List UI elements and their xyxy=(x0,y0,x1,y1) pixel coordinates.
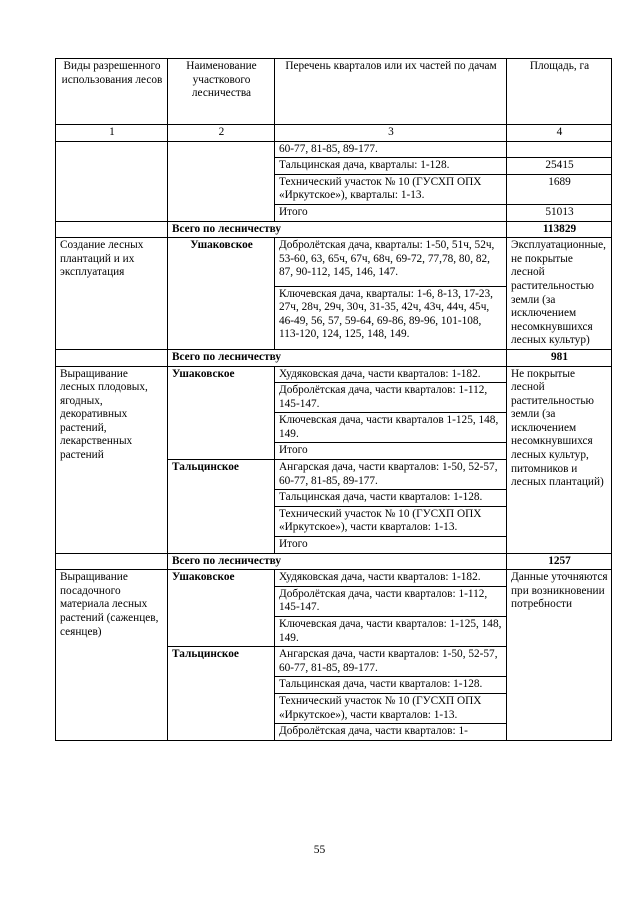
use-cell xyxy=(56,221,168,238)
total-value: 1257 xyxy=(507,553,612,570)
use-cell: Создание лесных плантаций и их эксплуатация xyxy=(56,238,168,350)
quarters-cell: Ключевская дача, части кварталов: 1-125, 148, 149. xyxy=(275,617,507,647)
quarters-cell: Тальцинская дача, части кварталов: 1-128. xyxy=(275,490,507,507)
quarters-cell: Добролётская дача, кварталы: 1-50, 51ч, 52ч, 53-60, 63, 65ч, 67ч, 68ч, 69-72, 77,78, 80, 82, 87, 90-112, 145, 146, 147. xyxy=(275,238,507,286)
header-forestry-name: Наименование участкового лесничества xyxy=(168,59,275,125)
forestry-cell xyxy=(168,141,275,221)
table-row xyxy=(56,366,612,383)
quarters-cell: Худяковская дача, части кварталов: 1-182. xyxy=(275,366,507,383)
total-label: Всего по лесничеству xyxy=(168,553,507,570)
forestry-cell: Тальцинское xyxy=(168,460,275,554)
quarters-cell: 60-77, 81-85, 89-177. xyxy=(275,141,507,158)
column-number-row xyxy=(56,125,612,142)
quarters-cell: Тальцинская дача, части кварталов: 1-128. xyxy=(275,677,507,694)
quarters-cell: Технический участок № 10 (ГУСХП ОПХ «Иркутское»), кварталы: 1-13. xyxy=(275,174,507,204)
quarters-cell: Ключевская дача, части кварталов 1-125, 148, 149. xyxy=(275,413,507,443)
total-row xyxy=(56,349,612,366)
quarters-cell: Технический участок № 10 (ГУСХП ОПХ «Иркутское»), части кварталов: 1-13. xyxy=(275,693,507,723)
forestry-cell: Ушаковское xyxy=(168,366,275,460)
column-number: 1 xyxy=(56,125,168,142)
header-row xyxy=(56,59,612,125)
quarters-cell: Добролётская дача, части кварталов: 1- xyxy=(275,724,507,741)
area-note: Эксплуатационные, не покрытые лесной растительностью земли (за исключением несомкнувшихся лесных культур) xyxy=(507,238,612,350)
table-row xyxy=(56,570,612,587)
quarters-cell: Технический участок № 10 (ГУСХП ОПХ «Иркутское»), части кварталов: 1-13. xyxy=(275,506,507,536)
page-number: 55 xyxy=(313,844,326,856)
header-area: Площадь, га xyxy=(507,59,612,125)
table-row xyxy=(56,141,612,158)
quarters-cell: Худяковская дача, части кварталов: 1-182. xyxy=(275,570,507,587)
column-number: 2 xyxy=(168,125,275,142)
area-cell: 25415 xyxy=(507,158,612,175)
header-use-types: Виды разрешенного использования лесов xyxy=(56,59,168,125)
total-label: Всего по лесничеству xyxy=(168,221,507,238)
quarters-cell: Тальцинская дача, кварталы: 1-128. xyxy=(275,158,507,175)
area-cell: 1689 xyxy=(507,174,612,204)
quarters-cell: Итого xyxy=(275,443,507,460)
total-value: 981 xyxy=(507,349,612,366)
area-note: Не покрытые лесной растительностью земли (за исключением несомкнувшихся лесных культур, питомников и лесных плантаций) xyxy=(507,366,612,553)
column-number: 4 xyxy=(507,125,612,142)
use-cell: Выращивание лесных плодовых, ягодных, декоративных растений, лекарственных растений xyxy=(56,366,168,553)
forest-use-table xyxy=(55,58,612,741)
use-cell: Выращивание посадочного материала лесных растений (саженцев, сеянцев) xyxy=(56,570,168,741)
header-quarters-list: Перечень кварталов или их частей по дачам xyxy=(275,59,507,125)
total-row xyxy=(56,221,612,238)
total-label: Всего по лесничеству xyxy=(168,349,507,366)
area-cell xyxy=(507,141,612,158)
use-cell xyxy=(56,553,168,570)
column-number: 3 xyxy=(275,125,507,142)
total-value: 113829 xyxy=(507,221,612,238)
area-note: Данные уточняются при возникновении потребности xyxy=(507,570,612,741)
quarters-cell: Добролётская дача, части кварталов: 1-112, 145-147. xyxy=(275,586,507,616)
quarters-cell: Ангарская дача, части кварталов: 1-50, 52-57, 60-77, 81-85, 89-177. xyxy=(275,647,507,677)
quarters-cell: Добролётская дача, части кварталов: 1-112, 145-147. xyxy=(275,383,507,413)
use-cell xyxy=(56,349,168,366)
area-cell: 51013 xyxy=(507,204,612,221)
quarters-cell: Итого xyxy=(275,537,507,554)
forestry-cell: Тальцинское xyxy=(168,647,275,741)
forestry-cell: Ушаковское xyxy=(168,570,275,647)
quarters-cell: Итого xyxy=(275,204,507,221)
total-row xyxy=(56,553,612,570)
table-row xyxy=(56,238,612,286)
quarters-cell: Ангарская дача, части кварталов: 1-50, 52-57, 60-77, 81-85, 89-177. xyxy=(275,460,507,490)
quarters-cell: Ключевская дача, кварталы: 1-6, 8-13, 17-23, 27ч, 28ч, 29ч, 30ч, 31-35, 42ч, 43ч, 44ч, 45ч, 46-49, 56, 57, 59-64, 69-86, 89-96, 101-108, 113-120, 124, 125, 148, 149. xyxy=(275,286,507,349)
forestry-cell: Ушаковское xyxy=(168,238,275,350)
use-cell xyxy=(56,141,168,221)
